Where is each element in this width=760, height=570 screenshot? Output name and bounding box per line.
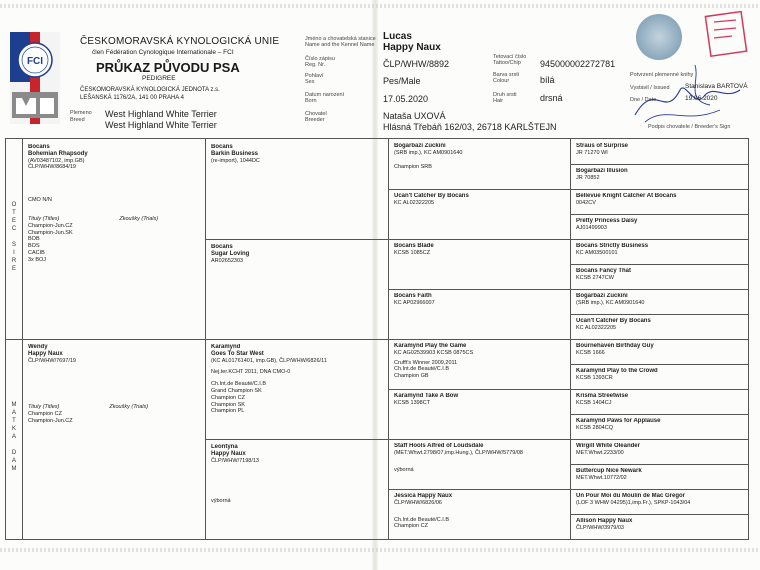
issued-date: 19.06.2020 <box>685 95 718 102</box>
gen4-cell: Straus of Surprise JR 71270 WI <box>576 143 629 156</box>
issued-label: Vystavil / Issued <box>630 85 670 91</box>
reg-label-cz: Číslo zápisu <box>305 56 335 62</box>
gen4-cell: Pretty Princess Daisy AJ01499903 <box>576 218 638 231</box>
dog-chip: 945000002272781 <box>540 59 616 69</box>
gen3-cell: Karamynd Play the Game KC AG02539903 KCSB 0875CS Crufft's Winner 2009,2011 Ch.Int.de Beauté/C.I.B Champion GB <box>394 343 474 380</box>
gen4-cell: Bocans Strictly Business KC AM03500101 <box>576 243 649 256</box>
dog-hair: drsná <box>540 93 563 103</box>
perforation-top <box>0 4 760 8</box>
hair-label-en: Hair <box>493 98 504 104</box>
dam-side-label: M A T K A D A M <box>11 402 17 472</box>
dam-cell: Wendy Happy Naux ČLP/WHW/7697/19 Tituly (Titles) Zkoušky (Trials) Champion CZ Champion-Jun.CZ <box>28 344 149 424</box>
fci-cmu-logo <box>10 32 60 124</box>
colour-label-en: Colour <box>493 78 510 84</box>
gen4-cell: Bogarbazi Illusion JR 70852 <box>576 168 628 181</box>
breeder-label-cz: Chovatel <box>305 111 327 117</box>
perforation-bottom <box>0 548 760 552</box>
stud-book-seal <box>636 14 682 60</box>
colour-label-cz: Barva srsti <box>493 72 519 78</box>
gen2-cell: Bocans Barkin Business (re-import), 1044DC <box>211 144 260 164</box>
org-name: ČESKOMORAVSKÁ KYNOLOGICKÁ UNIE <box>80 36 280 47</box>
gen2-cell: Leontyna Happy Naux ČLP/WHW/7198/13 výborná <box>211 444 259 505</box>
tattoo-label-cz: Tetovací číslo <box>493 54 527 60</box>
dog-sex: Pes/Male <box>383 76 421 86</box>
breeder-label-en: Breeder <box>305 117 325 123</box>
red-stamp <box>702 8 748 64</box>
dog-reg: ČLP/WHW/8892 <box>383 59 450 69</box>
breeder-sign-label: Podpis chovatele / Breeder's Sign <box>648 124 731 130</box>
gen3-cell: Ucan't Catcher By Bocans KC AL02322205 <box>394 193 469 206</box>
tattoo-label-en: Tattoo/Chip <box>493 60 521 66</box>
breed-en: West Highland White Terrier <box>105 120 217 130</box>
sex-label-cz: Pohlaví <box>305 73 324 79</box>
stud-book-label: Potvrzení plemenné knihy <box>630 72 694 78</box>
gen4-cell: Un Pour Moi du Moulin de Mac Gregor (LOF 3 WHW 04295)1,imp.Fr.), SPKP-1043/04 <box>576 493 691 506</box>
dog-colour: bílá <box>540 75 555 85</box>
issued-by: Stanislava BARTOVÁ <box>685 83 748 90</box>
gen2-cell: Karamynd Goes To Star West (KC AL01761401, imp.GB), ČLP/WHW/6826/11 Nej.ter.KCHT 2011, DNA CMO-0 Ch.Int.de Beauté/C.I.B Grand Champion SK Champion CZ Champion SK Champion PL <box>211 344 327 415</box>
name-label-en: Name and the Kennel Name <box>305 42 375 48</box>
gen4-cell: Buttercup Nice Newark MET.Whwt.10772/02 <box>576 468 642 481</box>
sire-side-label: O T E C S I R E <box>11 202 17 272</box>
gen4-cell: Bocans Fancy That KCSB 2747CW <box>576 268 632 281</box>
gen4-cell: Bournehaven Birthday Guy KCSB 1666 <box>576 343 654 356</box>
breeder-name: Nataša UXOVÁ <box>383 111 446 121</box>
gen4-cell: Wirgill White Oleander MET.Whwt.2233/00 <box>576 443 640 456</box>
gen4-cell: Krisma Streetwise KCSB 1404CJ <box>576 393 629 406</box>
pedigree-table <box>5 138 749 540</box>
doc-title: PRŮKAZ PŮVODU PSA <box>96 60 240 75</box>
gen4-cell: Ucan't Catcher By Bocans KC AL02322205 <box>576 318 651 331</box>
dog-name-2: Happy Naux <box>383 42 441 53</box>
gen3-cell: Karamynd Take A Bow KCSB 1398CT <box>394 393 459 406</box>
gen3-cell: Jessica Happy Naux ČLP/WHW/6826/06 Ch.Int.de Beauté/C.I.B Champion CZ <box>394 493 453 530</box>
breed-label-cz: Plemeno <box>70 110 92 116</box>
gen4-cell: Bogarbazi Zuckini (SRB imp.), KC AM0901640 <box>576 293 645 306</box>
reg-label-en: Reg. Nr. <box>305 62 326 68</box>
dog-name-1: Lucas <box>383 31 412 42</box>
gen4-cell: Karamynd Play to the Crowd KCSB 1393CR <box>576 368 658 381</box>
hair-label-cz: Druh srsti <box>493 92 517 98</box>
sex-label-en: Sex <box>305 79 315 85</box>
gen3-cell: Bogarbazi Zuckini (SRB imp.), KC AM0901640 Champion SRB <box>394 143 463 170</box>
dob-label-en: Born <box>305 98 317 104</box>
breed-label-en: Breed <box>70 117 85 123</box>
gen4-cell: Karamynd Paws for Applause KCSB 2804CQ <box>576 418 661 431</box>
dob-label-cz: Datum narození <box>305 92 345 98</box>
org2-line2: LEŠANSKÁ 1176/2A, 141 00 PRAHA 4 <box>80 95 184 101</box>
doc-subtitle: PEDIGREE <box>142 75 176 82</box>
gen4-cell: Bellevue Knight Catcher At Bocans 0042CV <box>576 193 677 206</box>
fci-member: člen Fédération Cynologique Internationale – FCI <box>92 49 234 56</box>
gen3-cell: Bocans Faith KC AP02966007 <box>394 293 435 306</box>
date-label: Dne / Date <box>630 97 657 103</box>
breed-cz: West Highland White Terrier <box>105 109 217 119</box>
logo-text: FCI <box>26 56 44 67</box>
gen3-cell: Bocans Blade KCSB 1085CZ <box>394 243 434 256</box>
name-label-cz: Jméno a chovatelská stanice <box>305 36 376 42</box>
gen4-cell: Allison Happy Naux ČLP/WHW/3979/03 <box>576 518 633 531</box>
breeder-address: Hlásná Třebáň 162/03, 26718 KARLŠTEJN <box>383 122 557 132</box>
gen2-cell: Bocans Sugar Loving AR02652303 <box>211 244 250 264</box>
org2-line1: ČESKOMORAVSKÁ KYNOLOGICKÁ JEDNOTA z.s. <box>80 87 220 93</box>
dog-dob: 17.05.2020 <box>383 94 429 104</box>
sire-cell: Bocans Bohemian Rhapsody (AV03487102, imp.GB) ČLP/WHW/8684/19 CMO N/N Tituly (Titles) Zkoušky (Trials) Champion-Jun.CZ Champion-Jun.SK BOB BOS CACIB 3x BOJ <box>28 144 159 263</box>
gen3-cell: Staff Hools Alfred of Loudsdale (MET.Whwt.2798/07,imp.Hung.), ČLP/WHW/5779/08 výborná <box>394 443 523 473</box>
